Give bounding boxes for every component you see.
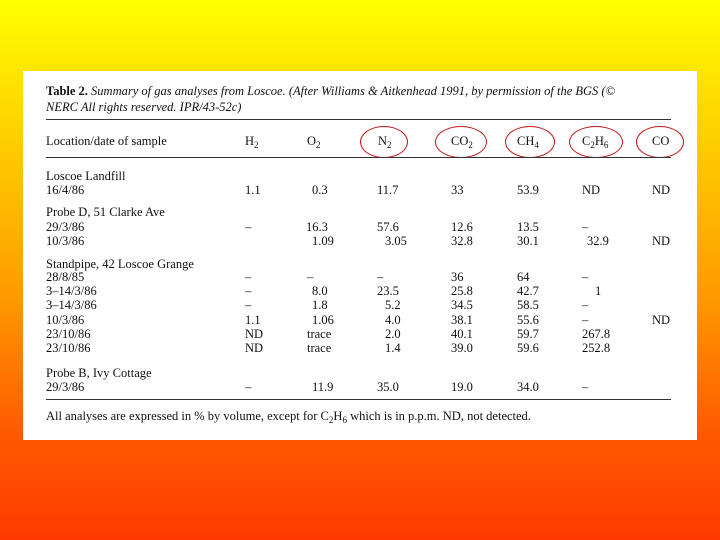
cell-co2: 34.5 [451,298,473,312]
cell-co2: 38.1 [451,313,473,327]
header-co: CO [652,134,670,148]
top-rule [46,119,671,120]
group-title-loscoe-landfill: Loscoe Landfill [46,169,126,183]
cell-h2: – [245,284,252,298]
group-title-probe-d: Probe D, 51 Clarke Ave [46,205,165,219]
cell-date: 28/8/85 [46,270,85,284]
cell-o2: 8.0 [312,284,328,298]
cell-ch4: 42.7 [517,284,539,298]
cell-ch4: 34.0 [517,380,539,394]
cell-c2h6: – [582,380,589,394]
cell-c2h6: 1 [595,284,602,298]
cell-o2: trace [307,327,332,341]
cell-h2: – [245,220,252,234]
highlight-circle-co2 [435,126,487,158]
cell-date: 10/3/86 [46,234,85,248]
highlight-circle-c2h6 [569,126,623,158]
cell-n2: 3.05 [385,234,407,248]
group-title-standpipe: Standpipe, 42 Loscoe Grange [46,257,194,271]
header-o2: $O_2$ [307,134,321,150]
cell-n2: 23.5 [377,284,399,298]
cell-ch4: 55.6 [517,313,539,327]
cell-co2: 33 [451,183,464,197]
cell-ch4: 64 [517,270,530,284]
cell-co2: 36 [451,270,464,284]
cell-c2h6: 32.9 [587,234,609,248]
cell-date: 23/10/86 [46,341,91,355]
cell-co2: 25.8 [451,284,473,298]
cell-date: 23/10/86 [46,327,91,341]
cell-o2: 1.8 [312,298,328,312]
cell-ch4: 58.5 [517,298,539,312]
cell-ch4: 59.6 [517,341,539,355]
cell-o2: 1.06 [312,313,334,327]
cell-c2h6: 267.8 [582,327,611,341]
header-location: Location/date of sample [46,134,167,148]
cell-ch4: 13.5 [517,220,539,234]
cell-n2: 11.7 [377,183,399,197]
header-h2: $H_2$ [245,134,259,150]
cell-date: 29/3/86 [46,380,85,394]
cell-date: 29/3/86 [46,220,85,234]
cell-n2: 35.0 [377,380,399,394]
cell-co: ND [652,234,671,248]
cell-c2h6: 252.8 [582,341,611,355]
cell-h2: ND [245,341,264,355]
cell-n2: – [377,270,384,284]
cell-c2h6: – [582,220,589,234]
cell-n2: 4.0 [385,313,401,327]
cell-o2: 1.09 [312,234,334,248]
cell-n2: 5.2 [385,298,401,312]
highlight-circle-n2 [360,126,408,158]
cell-h2: 1.1 [245,313,261,327]
cell-h2: 1.1 [245,183,261,197]
header-rule [46,157,671,158]
cell-co2: 40.1 [451,327,473,341]
cell-n2: 2.0 [385,327,401,341]
cell-date: 16/4/86 [46,183,85,197]
cell-ch4: 30.1 [517,234,539,248]
caption-text-line2: NERC All rights reserved. IPR/43-52c) [46,100,242,114]
header-co2: $CO_2$ [451,134,473,150]
cell-co2: 32.8 [451,234,473,248]
cell-date: 3–14/3/86 [46,284,97,298]
table-caption [46,83,676,115]
cell-co: ND [652,183,671,197]
group-title-probe-b: Probe B, Ivy Cottage [46,366,152,380]
cell-o2: trace [307,341,332,355]
cell-o2: 11.9 [312,380,334,394]
highlight-circle-co [636,126,684,158]
table-footnote: All analyses are expressed in % by volume, except for $C_2H_6$ which is in p.p.m. ND, not detected. [46,409,531,425]
cell-co2: 12.6 [451,220,473,234]
cell-co2: 19.0 [451,380,473,394]
cell-n2: 1.4 [385,341,401,355]
header-n2: $N_2$ [378,134,392,150]
table-panel [23,71,697,440]
cell-date: 3–14/3/86 [46,298,97,312]
cell-ch4: 53.9 [517,183,539,197]
cell-date: 10/3/86 [46,313,85,327]
cell-co: ND [652,313,671,327]
header-ch4: $CH_4$ [517,134,539,150]
cell-c2h6: – [582,298,589,312]
highlight-circle-ch4 [505,126,555,158]
cell-c2h6: – [582,313,589,327]
cell-ch4: 59.7 [517,327,539,341]
cell-c2h6: – [582,270,589,284]
cell-h2: ND [245,327,264,341]
cell-n2: 57.6 [377,220,399,234]
cell-o2: 0.3 [312,183,328,197]
cell-co2: 39.0 [451,341,473,355]
cell-h2: – [245,270,252,284]
bottom-rule [46,399,671,400]
cell-o2: – [307,270,314,284]
cell-c2h6: ND [582,183,601,197]
caption-text: Summary of gas analyses from Loscoe. (After Williams & Aitkenhead 1991, by permission of the BGS (© [91,84,616,98]
caption-label: Table 2. [46,84,88,98]
cell-h2: – [245,298,252,312]
cell-o2: 16.3 [306,220,328,234]
header-c2h6: $C_2H_6$ [582,134,609,150]
cell-h2: – [245,380,252,394]
